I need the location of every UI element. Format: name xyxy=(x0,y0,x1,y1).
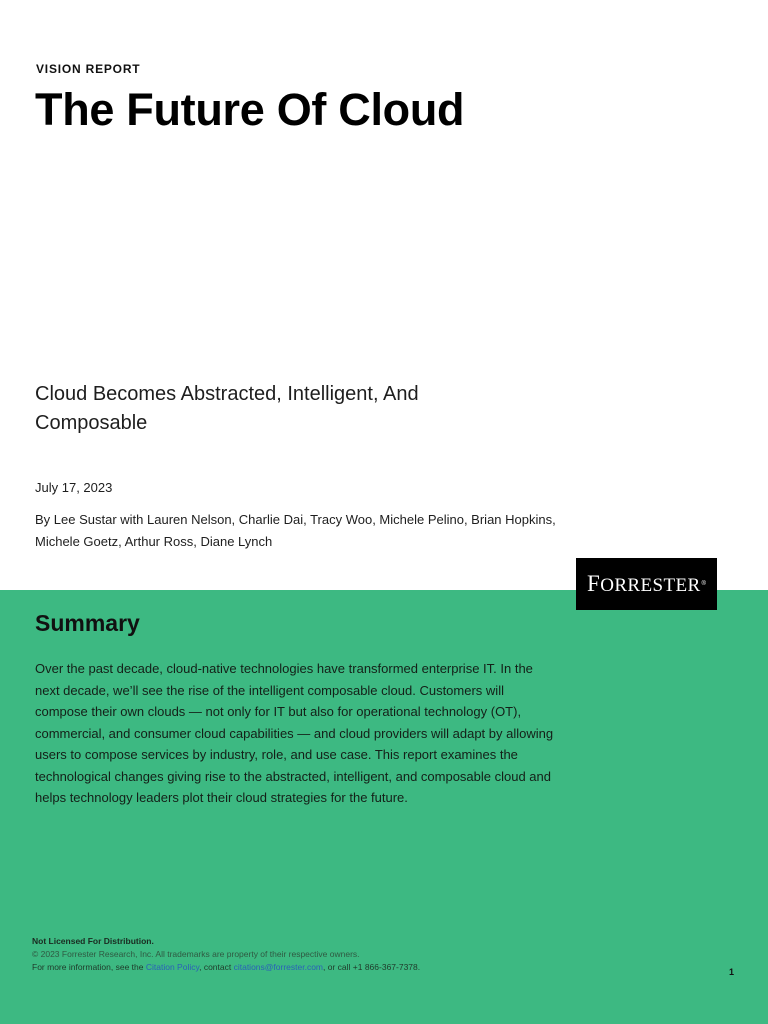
citations-email-link[interactable]: citations@forrester.com xyxy=(233,962,324,972)
author-list: By Lee Sustar with Lauren Nelson, Charlie Dai, Tracy Woo, Michele Pelino, Brian Hopkins, Michele Goetz, Arthur Ross, Diane Lynch xyxy=(35,512,556,549)
publication-date: July 17, 2023 xyxy=(35,480,113,495)
report-title: The Future Of Cloud xyxy=(35,84,465,135)
logo-wordmark xyxy=(587,571,701,597)
copyright-line: © 2023 Forrester Research, Inc. All trademarks are property of their respective owners. xyxy=(32,949,360,959)
page-number: 1 xyxy=(729,967,735,977)
contact-middle: , contact xyxy=(199,962,234,972)
forrester-logo xyxy=(576,558,717,610)
logo-rest: ORRESTER xyxy=(600,575,701,596)
logo-first-letter: F xyxy=(587,571,601,596)
summary-panel xyxy=(0,590,768,1024)
contact-line xyxy=(32,961,420,974)
summary-body: Over the past decade, cloud-native technologies have transformed enterprise IT. In the next decade, we’ll see the rise of the intelligent composable cloud. Customers will compose their own clouds — not only for IT but also for operational technology (OT), commercial, and consumer cloud capabilities — and cloud providers will adapt by allowing users to compose services by industry, role, and use case. This report examines the technological changes giving rise to the abstracted, intelligent, and composable cloud and helps technology leaders plot their cloud strategies for the future. xyxy=(35,661,554,805)
summary-heading: Summary xyxy=(35,610,140,636)
report-type-label: VISION REPORT xyxy=(36,62,141,76)
contact-prefix: For more information, see the xyxy=(32,962,146,972)
contact-suffix: , or call +1 866-367-7378. xyxy=(323,962,421,972)
citation-policy-link[interactable]: Citation Policy xyxy=(145,962,200,972)
report-subtitle: Cloud Becomes Abstracted, Intelligent, And Composable xyxy=(35,383,419,434)
legal-footer xyxy=(32,935,420,974)
registered-mark: ® xyxy=(701,581,706,587)
distribution-notice: Not Licensed For Distribution. xyxy=(32,936,154,946)
